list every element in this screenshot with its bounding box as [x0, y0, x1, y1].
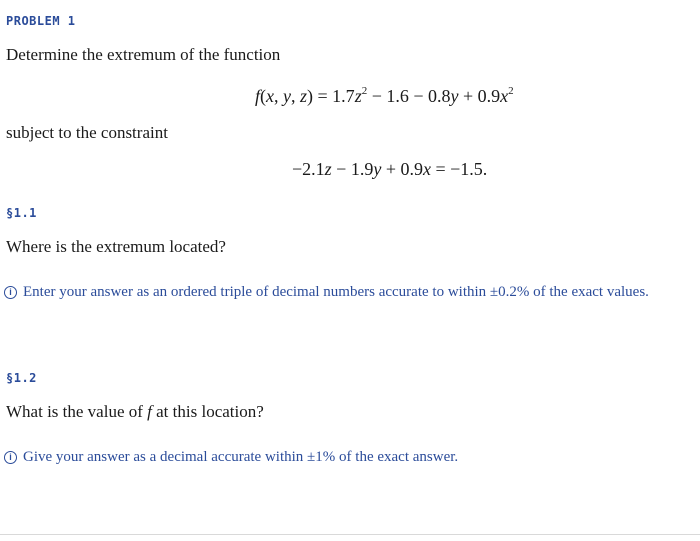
- part-1-label: §1.1: [6, 206, 37, 220]
- part-1-hint-text: Enter your answer as an ordered triple of decimal numbers accurate to within ±0.2% of the exact values.: [23, 284, 649, 300]
- function-equation: f(x, y, $z) = 1.7z^2 - 1.6 - 0.8y + 0.9x^2$: [255, 85, 514, 106]
- part-2-question-before: What is the value of: [6, 402, 143, 421]
- constraint-equation: −2.1z − 1.9y + 0.9x = −1.5.: [292, 159, 488, 179]
- part-1-hint: [4, 284, 649, 301]
- part-1-question: Where is the extremum located?: [6, 237, 226, 256]
- part-2-hint: [4, 449, 458, 466]
- part-2-label: §1.2: [6, 371, 37, 385]
- problem-label: PROBLEM 1: [6, 14, 76, 28]
- problem-intro: Determine the extremum of the function: [6, 45, 281, 64]
- part-2-question-var: f: [147, 402, 152, 421]
- info-circle-icon: i: [4, 286, 17, 299]
- part-2-question-after: at this location?: [156, 402, 264, 421]
- part-2-question: [6, 402, 264, 422]
- part-2-hint-text: Give your answer as a decimal accurate within ±1% of the exact answer.: [23, 449, 459, 465]
- bottom-divider: [0, 534, 700, 535]
- constraint-intro: subject to the constraint: [6, 123, 168, 142]
- info-circle-icon: i: [4, 451, 17, 464]
